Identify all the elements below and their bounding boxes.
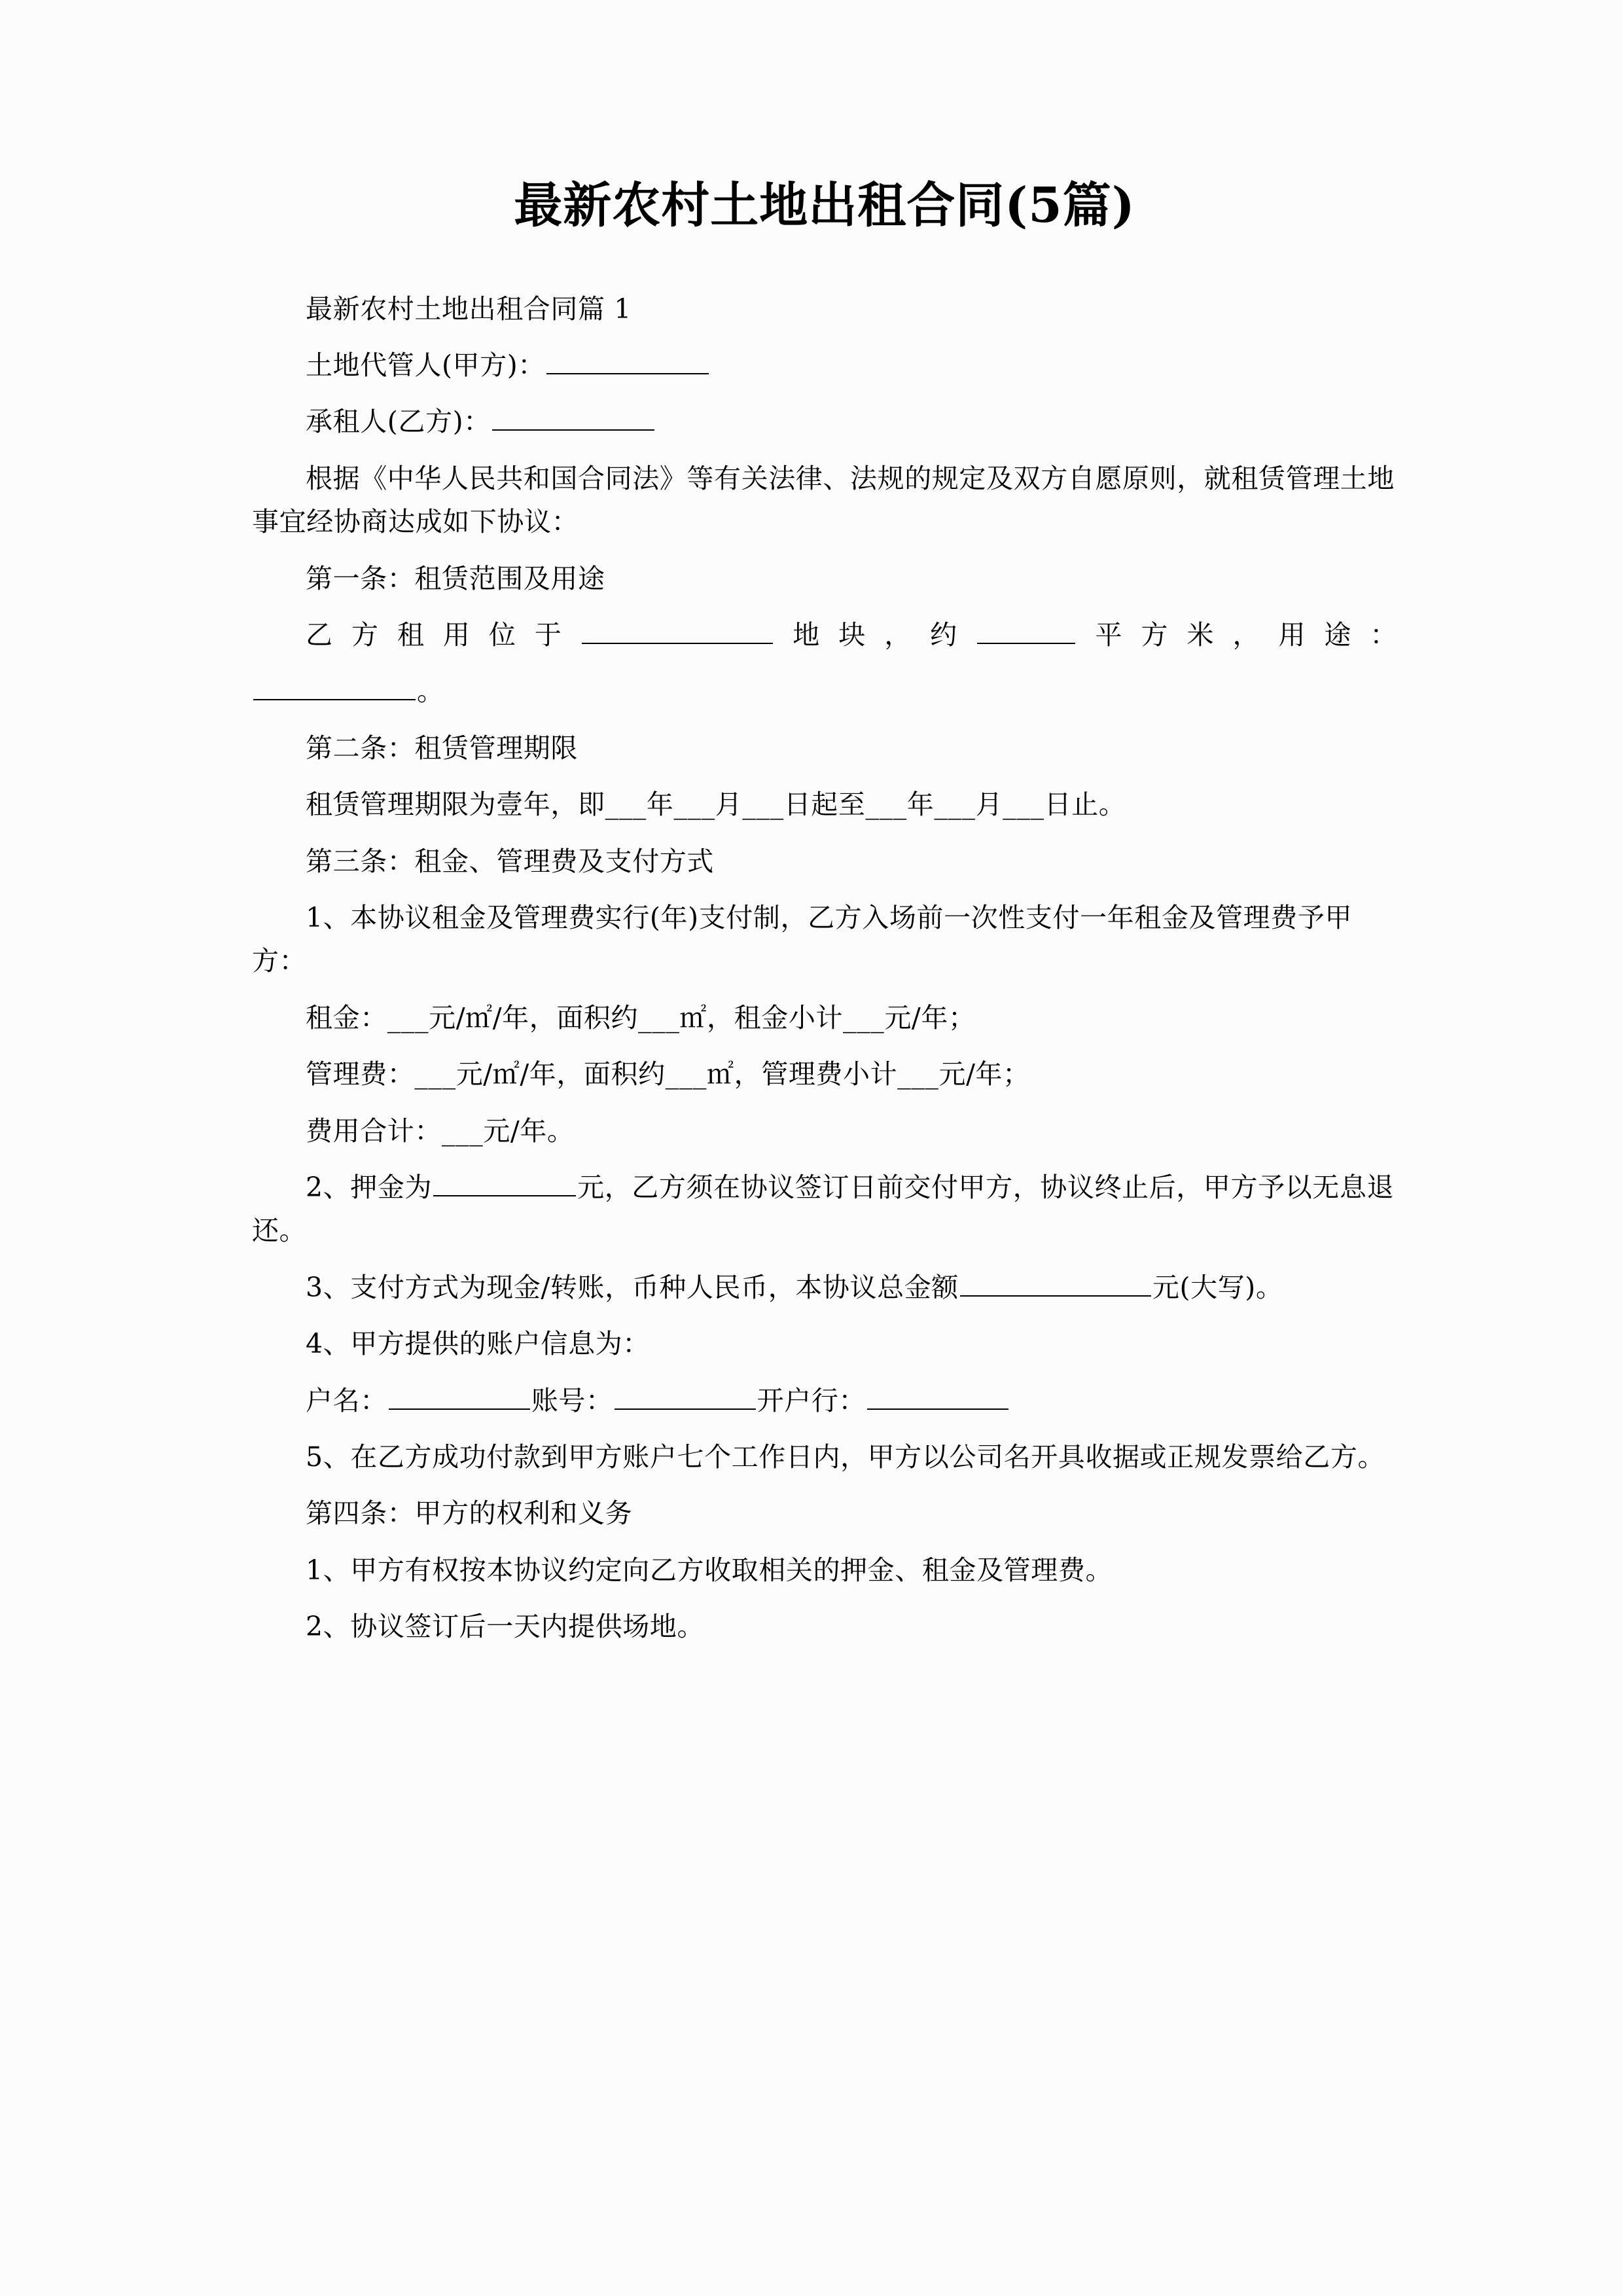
scope-usage-blank[interactable] <box>253 673 416 701</box>
account-number-label: 账号： <box>531 1384 613 1416</box>
account-bank-label: 开户行： <box>757 1384 866 1416</box>
article-3-account-line <box>252 1379 1397 1422</box>
total-amount-blank[interactable] <box>960 1269 1151 1297</box>
article-4-heading: 第四条：甲方的权利和义务 <box>306 1498 633 1530</box>
deposit-amount-blank[interactable] <box>433 1169 576 1196</box>
account-name-label: 户名： <box>306 1384 387 1416</box>
scope-mid1-text: 地块，约 <box>774 619 976 651</box>
article-2-term-line: 租赁管理期限为壹年，即___年___月___日起至___年___月___日止。 <box>306 789 1126 821</box>
article-3-rent-line: 租金：___元/㎡/年，面积约___㎡，租金小计___元/年； <box>306 1001 976 1033</box>
party-a-label: 土地代管人(甲方)： <box>306 349 545 381</box>
account-number-blank[interactable] <box>615 1382 756 1410</box>
article-3-item-1: 1、本协议租金及管理费实行(年)支付制，乙方入场前一次性支付一年租金及管理费予甲方： <box>252 901 1353 977</box>
article-1-scope-line-continued <box>252 670 1397 713</box>
article-3-item-4: 4、甲方提供的账户信息为： <box>306 1328 650 1360</box>
article-4-item-2: 2、协议签订后一天内提供场地。 <box>306 1611 705 1643</box>
party-a-line <box>252 344 1397 387</box>
article-3-heading: 第三条：租金、管理费及支付方式 <box>306 845 714 877</box>
party-b-label: 承租人(乙方)： <box>306 406 491 438</box>
article-3-item-2 <box>252 1166 1397 1253</box>
article-1-scope-line <box>252 613 1397 656</box>
article-2-heading: 第二条：租赁管理期限 <box>306 732 578 764</box>
article-3-total-fee-line: 费用合计：___元/年。 <box>306 1115 575 1147</box>
article-4-item-1: 1、甲方有权按本协议约定向乙方收取相关的押金、租金及管理费。 <box>306 1554 1113 1586</box>
article-3-item-5: 5、在乙方成功付款到甲方账户七个工作日内，甲方以公司名开具收据或正规发票给乙方。 <box>306 1441 1385 1473</box>
scope-after-text: 。 <box>417 675 444 708</box>
deposit-after-text: 元，乙方须在协议签订日前交付甲方，协议终止后，甲方予以无息退还。 <box>252 1172 1395 1247</box>
page-title: 最新农村土地出租合同(5篇) <box>514 177 1135 234</box>
scope-parcel-blank[interactable] <box>582 617 773 644</box>
article-1-heading: 第一条：租赁范围及用途 <box>306 562 605 594</box>
document-content <box>252 0 1397 1662</box>
account-name-blank[interactable] <box>389 1382 530 1410</box>
account-bank-blank[interactable] <box>867 1382 1008 1410</box>
party-a-blank[interactable] <box>546 347 709 374</box>
scope-mid2-text: 平方米，用途： <box>1077 619 1398 651</box>
article-3-management-fee-line: 管理费：___元/㎡/年，面积约___㎡，管理费小计___元/年； <box>306 1058 1030 1090</box>
party-b-line <box>252 400 1397 443</box>
section-heading: 最新农村土地出租合同篇 1 <box>306 293 632 325</box>
scope-area-blank[interactable] <box>977 617 1075 644</box>
payment-before-text: 3、支付方式为现金/转账，币种人民币，本协议总金额 <box>306 1271 959 1303</box>
document-body <box>252 287 1397 1649</box>
preamble-paragraph: 根据《中华人民共和国合同法》等有关法律、法规的规定及双方自愿原则，就租赁管理土地事宜经协商达成如下协议： <box>252 462 1395 538</box>
payment-after-text: 元(大写)。 <box>1152 1271 1283 1303</box>
scope-before-text: 乙方租用位于 <box>306 619 580 651</box>
party-b-blank[interactable] <box>492 404 654 431</box>
article-3-item-3 <box>252 1266 1397 1309</box>
deposit-before-text: 2、押金为 <box>306 1172 433 1203</box>
